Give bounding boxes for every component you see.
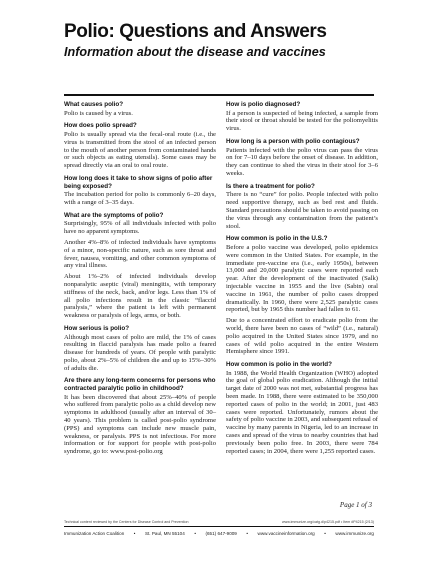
answer-paragraph: Polio is caused by a virus. [64,109,133,117]
footer-bar [64,531,374,536]
answer-paragraph: Another 4%–8% of infected individuals have symptoms of a minor, non-specific nature, such as sore throat and fever, nausea, vomiting, and other common symptoms of any viral illness. [64,238,216,270]
question-heading: How common is polio in the world? [226,361,332,369]
question-heading: What causes polio? [64,101,124,108]
review-credit: Technical content reviewed by the Centers for Disease Control and Prevention [64,520,189,524]
question-heading: Is there a treatment for polio? [226,182,315,190]
header-divider [64,94,374,96]
document-header [64,22,404,60]
question-heading: How common is polio in the U.S.? [226,235,328,243]
footer-divider [64,526,374,527]
question-heading: How long does it take to show signs of polio after being exposed? [64,174,213,190]
left-column [64,101,216,456]
footer-phone: (651) 647-9009 [205,531,237,536]
answer-paragraph: The incubation period for polio is commonly 6–20 days, with a range of 3–35 days. [64,191,216,206]
question-heading: Are there any long-term concerns for persons who contracted paralytic polio in childhood? [64,377,216,393]
answer-paragraph: Before a polio vaccine was developed, polio epidemics were common in the United States. For example, in the immediate pre-vaccine era (i.e., early 1950s), between 13,000 and 20,000 paralytic cases were reported each year. After the development of the inactivated (Salk) injectable vaccine in 1955 and the live (Sabin) oral vaccine in 1961, the number of polio cases dropped dramatically. In 1960, there were 2,525 paralytic cases reported, but by 1965 this number had fallen to 61. [226,243,378,314]
answer-paragraph: In 1988, the World Health Organization (WHO) adopted the goal of global polio eradication. Although the initial target date of 2000 was not met, substantial progress has been made. In 1988, there were estimated to be 350,000 reported cases of polio in the world; in 2001, just 483 cases were reported. Unfortunately, rumors about the safety of polio vaccine in 2003, and subsequent refusal of vaccine by many parents in Nigeria, led to an increase in cases and spread of the virus to nearby countries that had previously been polio free. In 2003, there were 784 reported cases; in 2004, there were 1,255 reported cases. [226,369,378,455]
page-number: Page 1 of 3 [339,501,372,509]
question-heading: How is polio diagnosed? [226,101,301,108]
footer-link-vaccineinformation[interactable]: www.vaccineinformation.org [257,531,315,536]
question-heading: How serious is polio? [64,324,130,332]
item-reference: www.immunize.org/catg.d/p4215.pdf • Item #P4215 (2/13) [282,520,374,524]
answer-paragraph: Although most cases of polio are mild, the 1% of cases resulting in flaccid paralysis has made polio a feared disease for hundreds of years. Of people with paralytic polio, about 2%–5% of children die and up to 15%–30% of adults die. [64,333,216,372]
answer-paragraph: There is no “cure” for polio. People infected with polio need supportive therapy, such as bed rest and fluids. Standard precautions should be taken to avoid passing on the virus through any contamination from the patient’s stool. [226,191,378,230]
question-heading: How does polio spread? [64,122,137,130]
footer-org: Immunization Action Coalition [64,531,125,536]
question-heading: How long is a person with polio contagious? [226,137,360,145]
answer-paragraph: Surprisingly, 95% of all individuals infected with polio have no apparent symptoms. [64,220,216,236]
footer-address: St. Paul, MN 55104 [144,531,185,536]
footer-separator: • [133,531,136,536]
question-heading: What are the symptoms of polio? [64,211,164,219]
answer-paragraph: Polio is usually spread via the fecal-oral route (i.e., the virus is transmitted from the stool of an infected person to the mouth of another person from contaminated hands or such objects as eating utensils). Some cases may be spread directly via an oral to oral route. [64,130,216,170]
answer-paragraph: Patients infected with the polio virus can pass the virus on for 7–10 days before the onset of disease. In addition, they can continue to shed the virus in their stool for 3–6 weeks. [226,146,378,177]
footer-link-immunize[interactable]: www.immunize.org [335,531,374,536]
answer-paragraph: It has been discovered that about 25%–40% of people who suffered from paralytic polio as a child develop new symptoms in adulthood (usually after an interval of 30–40 years). This problem is called post-polio syndrome (PPS) and symptoms can include new muscle pain, weakness, or paralysis. PPS is not infectious. For more information or for support for people with post-polio syndrome, go to: www.post-polio.org [64,393,216,456]
footer-separator: • [324,531,326,536]
right-column [226,101,378,455]
answer-paragraph: If a person is suspected of being infected, a sample from their stool or throat should be tested for the poliomyelitis virus. [226,109,378,133]
answer-paragraph: Due to a concentrated effort to eradicate polio from the world, there have been no cases of “wild” (i.e., natural) polio acquired in the United States since 1979, and no cases of wild polio acquired in the entire Western Hemisphere since 1991. [226,317,378,356]
footer-separator: • [246,531,249,536]
page-subtitle: Information about the disease and vaccines [64,45,326,59]
footer-separator: • [194,531,196,536]
answer-paragraph: About 1%–2% of infected individuals develop nonparalytic aseptic (viral) meningitis, with temporary stiffness of the neck, back, and/or legs. Less than 1% of all polio infections result in the classic “flaccid paralysis,” where the patient is left with permanent weakness or paralysis of legs, arms, or both. [64,273,216,320]
page-title: Polio: Questions and Answers [64,21,327,42]
